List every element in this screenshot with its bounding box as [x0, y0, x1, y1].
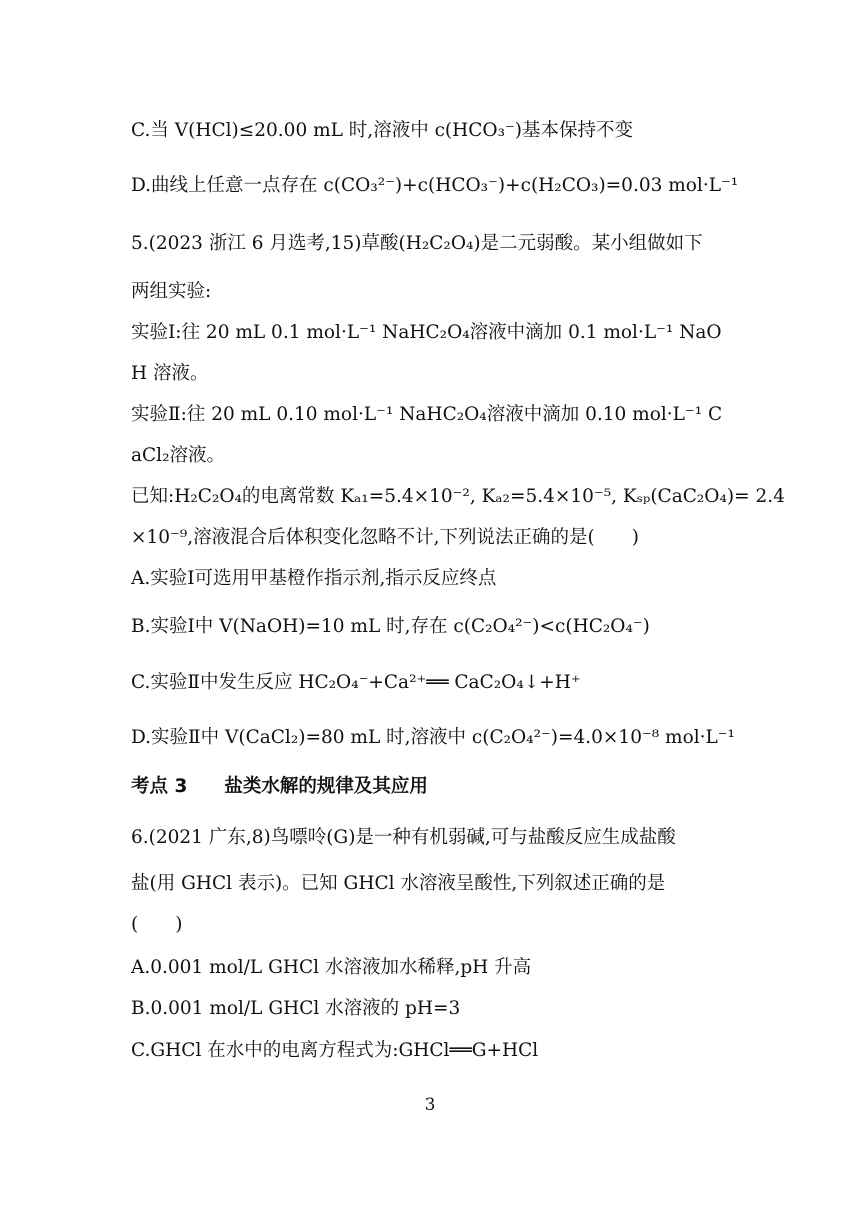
option-5b: B.实验Ⅰ中 V(NaOH)=10 mL 时,存在 c(C₂O₄²⁻)<c(HC₂O₄⁻) [131, 616, 650, 637]
known-conditions-cont: ×10⁻⁹,溶液混合后体积变化忽略不计,下列说法正确的是( ) [131, 527, 639, 548]
option-d-text: D.曲线上任意一点存在 c(CO₃²⁻)+c(HCO₃⁻)+c(H₂CO₃)=0.03 mol·L⁻¹ [131, 175, 739, 196]
section-heading: 考点 3 盐类水解的规律及其应用 [131, 776, 428, 797]
known-conditions: 已知:H₂C₂O₄的电离常数 Kₐ₁=5.4×10⁻², Kₐ₂=5.4×10⁻⁵, Kₛₚ(CaC₂O₄)= 2.4 [131, 486, 785, 507]
question-6-stem: 6.(2021 广东,8)鸟嘌呤(G)是一种有机弱碱,可与盐酸反应生成盐酸 [131, 827, 676, 848]
option-6a: A.0.001 mol/L GHCl 水溶液加水稀释,pH 升高 [131, 957, 532, 978]
option-6c: C.GHCl 在水中的电离方程式为:GHCl══G+HCl [131, 1040, 539, 1061]
experiment-1-text: 实验Ⅰ:往 20 mL 0.1 mol·L⁻¹ NaHC₂O₄溶液中滴加 0.1 mol·L⁻¹ NaO [131, 322, 722, 343]
option-c-text: C.当 V(HCl)≤20.00 mL 时,溶液中 c(HCO₃⁻)基本保持不变 [131, 120, 634, 141]
question-5-stem-cont: 两组实验: [131, 281, 212, 302]
experiment-2-cont: aCl₂溶液。 [131, 445, 226, 466]
question-6-stem-cont: 盐(用 GHCl 表示)。已知 GHCl 水溶液呈酸性,下列叙述正确的是 [131, 873, 666, 894]
experiment-2-text: 实验Ⅱ:往 20 mL 0.10 mol·L⁻¹ NaHC₂O₄溶液中滴加 0.10 mol·L⁻¹ C [131, 404, 723, 425]
question-5-stem: 5.(2023 浙江 6 月选考,15)草酸(H₂C₂O₄)是二元弱酸。某小组做如下 [131, 233, 703, 254]
option-6b: B.0.001 mol/L GHCl 水溶液的 pH=3 [131, 998, 461, 1019]
option-5a: A.实验Ⅰ可选用甲基橙作指示剂,指示反应终点 [131, 568, 497, 589]
page-number: 3 [424, 1095, 436, 1115]
question-6-blank: ( ) [131, 914, 183, 935]
experiment-1-cont: H 溶液。 [131, 363, 209, 384]
option-5c: C.实验Ⅱ中发生反应 HC₂O₄⁻+Ca²⁺══ CaC₂O₄↓+H⁺ [131, 672, 581, 693]
option-5d: D.实验Ⅱ中 V(CaCl₂)=80 mL 时,溶液中 c(C₂O₄²⁻)=4.0×10⁻⁸ mol·L⁻¹ [131, 727, 735, 748]
